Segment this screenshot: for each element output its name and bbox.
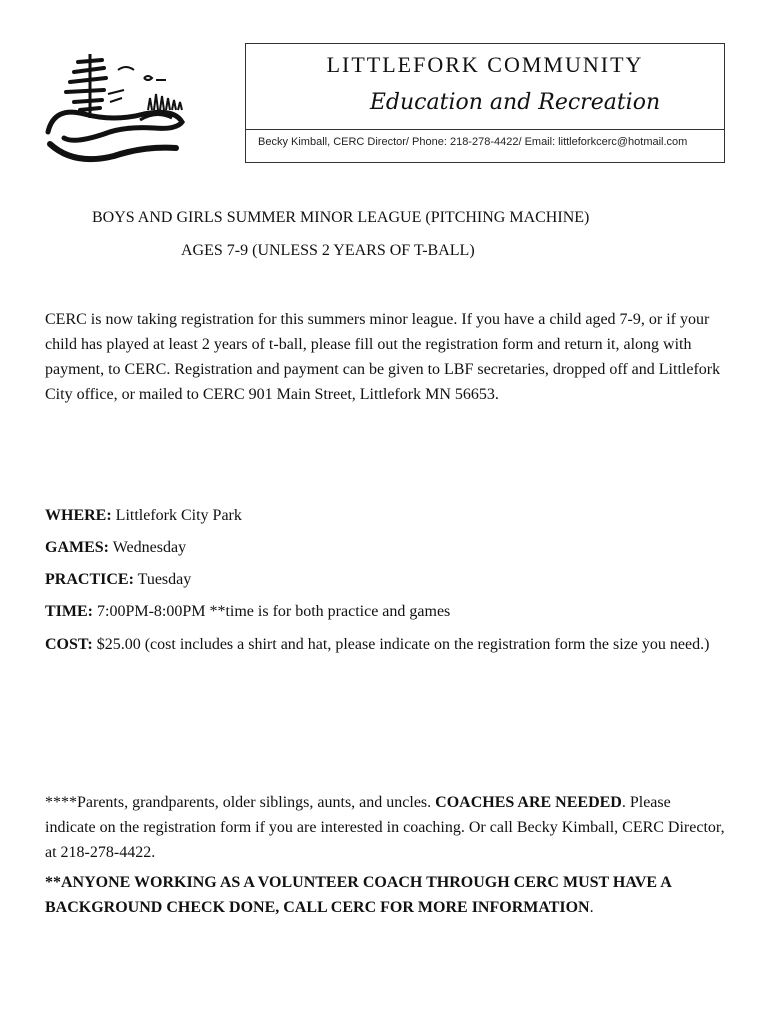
time-label: TIME: [45,603,93,620]
intro-paragraph: CERC is now taking registration for this summers minor league. If you have a child aged 7-9, or if your child has played at least 2 years of t-ball, please fill out the registration form and return it, along with payment, to CERC. Registration and payment can be given to LBF secretaries, dropped off and Littlefork City office, or mailed to CERC 901 Main Street, Littlefork MN 56653. [45,311,721,403]
league-ages: AGES 7-9 (UNLESS 2 YEARS OF T-BALL) [181,242,475,259]
coaches-needed: COACHES ARE NEEDED [435,794,622,811]
games-line [45,535,725,560]
org-subtitle: Education and Recreation [369,90,661,115]
coaches-prefix: ****Parents, grandparents, older siblings, aunts, and uncles. [45,794,436,811]
warning-end: . [589,899,594,916]
background-check-warning [45,870,725,920]
practice-label: PRACTICE: [45,571,134,588]
where-label: WHERE: [45,507,112,524]
org-name: LITTLEFORK COMMUNITY [326,52,644,77]
time-value: 7:00PM-8:00PM **time is for both practice and games [93,603,451,620]
cost-line [45,632,725,657]
header-divider [246,129,724,130]
practice-line [45,567,725,592]
warning-text: **ANYONE WORKING AS A VOLUNTEER COACH THROUGH CERC MUST HAVE A BACKGROUND CHECK DONE, CALL CERC FOR MORE INFORMATION [45,874,671,916]
logo-forest [148,94,182,110]
where-value: Littlefork City Park [111,507,242,524]
cerc-logo [44,48,186,166]
time-line [45,599,725,624]
games-label: GAMES: [45,539,109,556]
where-line [45,503,725,528]
contact-info: Becky Kimball, CERC Director/ Phone: 218-278-4422/ Email: littleforkcerc@hotmail.com [258,136,688,148]
practice-value: Tuesday [133,571,192,588]
league-title: BOYS AND GIRLS SUMMER MINOR LEAGUE (PITCHING MACHINE) [92,209,590,226]
coaches-suffix: . Please indicate on the registration form if you are interested in coaching. Or call Becky Kimball, CERC Director, at 218-278-4422. [45,794,725,861]
games-value: Wednesday [109,539,187,556]
cost-label: COST: [45,636,93,653]
cost-value: $25.00 (cost includes a shirt and hat, please indicate on the registration form the size you need.) [92,636,710,653]
coaches-paragraph [45,790,725,865]
logo-water [48,112,182,140]
header-box [245,43,725,163]
